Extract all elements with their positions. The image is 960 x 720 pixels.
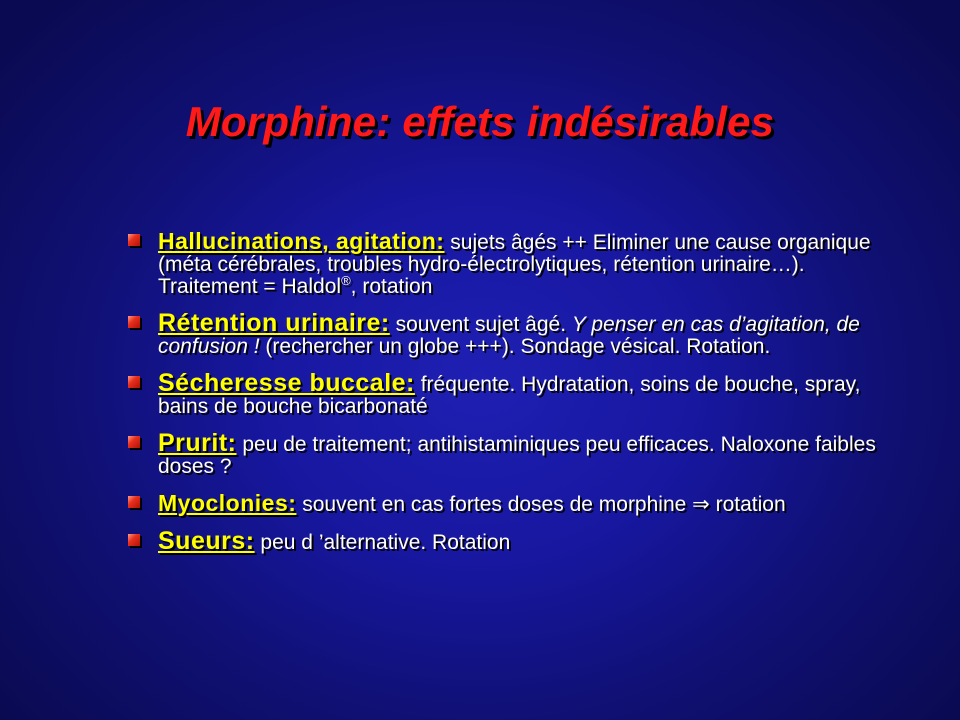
bullet-text: fréquente. Hydratation, soins de bouche, spray, bains de bouche bicarbonaté: [158, 373, 861, 418]
bullet-term: Myoclonies:: [158, 490, 297, 516]
bullet-text-end: rotation: [709, 493, 786, 516]
square-bullet-icon: [128, 316, 140, 328]
bullet-text: peu d ’alternative. Rotation: [254, 531, 511, 554]
bullet-myoclonies: [128, 492, 888, 516]
square-bullet-icon: [128, 234, 140, 246]
bullet-text: souvent en cas fortes doses de morphine: [296, 493, 693, 516]
bullet-text: sujets âgés ++ Eliminer une cause organique (méta cérébrales, troubles hydro-électrolytiques, rétention urinaire…). Traitement = Haldol: [158, 231, 871, 298]
bullet-term: Prurit:: [158, 429, 237, 457]
bullet-term: Rétention urinaire:: [158, 309, 390, 337]
square-bullet-icon: [128, 376, 140, 388]
bullet-text-end: , rotation: [350, 275, 433, 298]
bullet-term: Sécheresse buccale:: [158, 369, 415, 397]
bullet-term: Sueurs:: [158, 527, 255, 555]
bullet-secheresse: [128, 369, 888, 418]
registered-mark: ®: [341, 273, 351, 288]
bullet-hallucinations: [128, 230, 888, 298]
bullet-term: Hallucinations, agitation:: [158, 228, 445, 254]
bullet-list: [128, 230, 888, 568]
bullet-retention: [128, 309, 888, 358]
square-bullet-icon: [128, 534, 140, 546]
bullet-sueurs: [128, 527, 888, 555]
square-bullet-icon: [128, 496, 140, 508]
bullet-text-italic: Y penser en cas d’agitation, de confusion !: [158, 313, 860, 358]
bullet-text: peu de traitement; antihistaminiques peu efficaces. Naloxone faibles doses ?: [158, 433, 876, 478]
square-bullet-icon: [128, 436, 140, 448]
bullet-text: souvent sujet âgé.: [389, 313, 572, 336]
slide-title: Morphine: effets indésirables: [185, 98, 775, 145]
bullet-text-end: (rechercher un globe +++). Sondage vésical. Rotation.: [259, 335, 771, 358]
bullet-prurit: [128, 429, 888, 478]
implies-arrow-icon: ⇒: [692, 493, 710, 516]
